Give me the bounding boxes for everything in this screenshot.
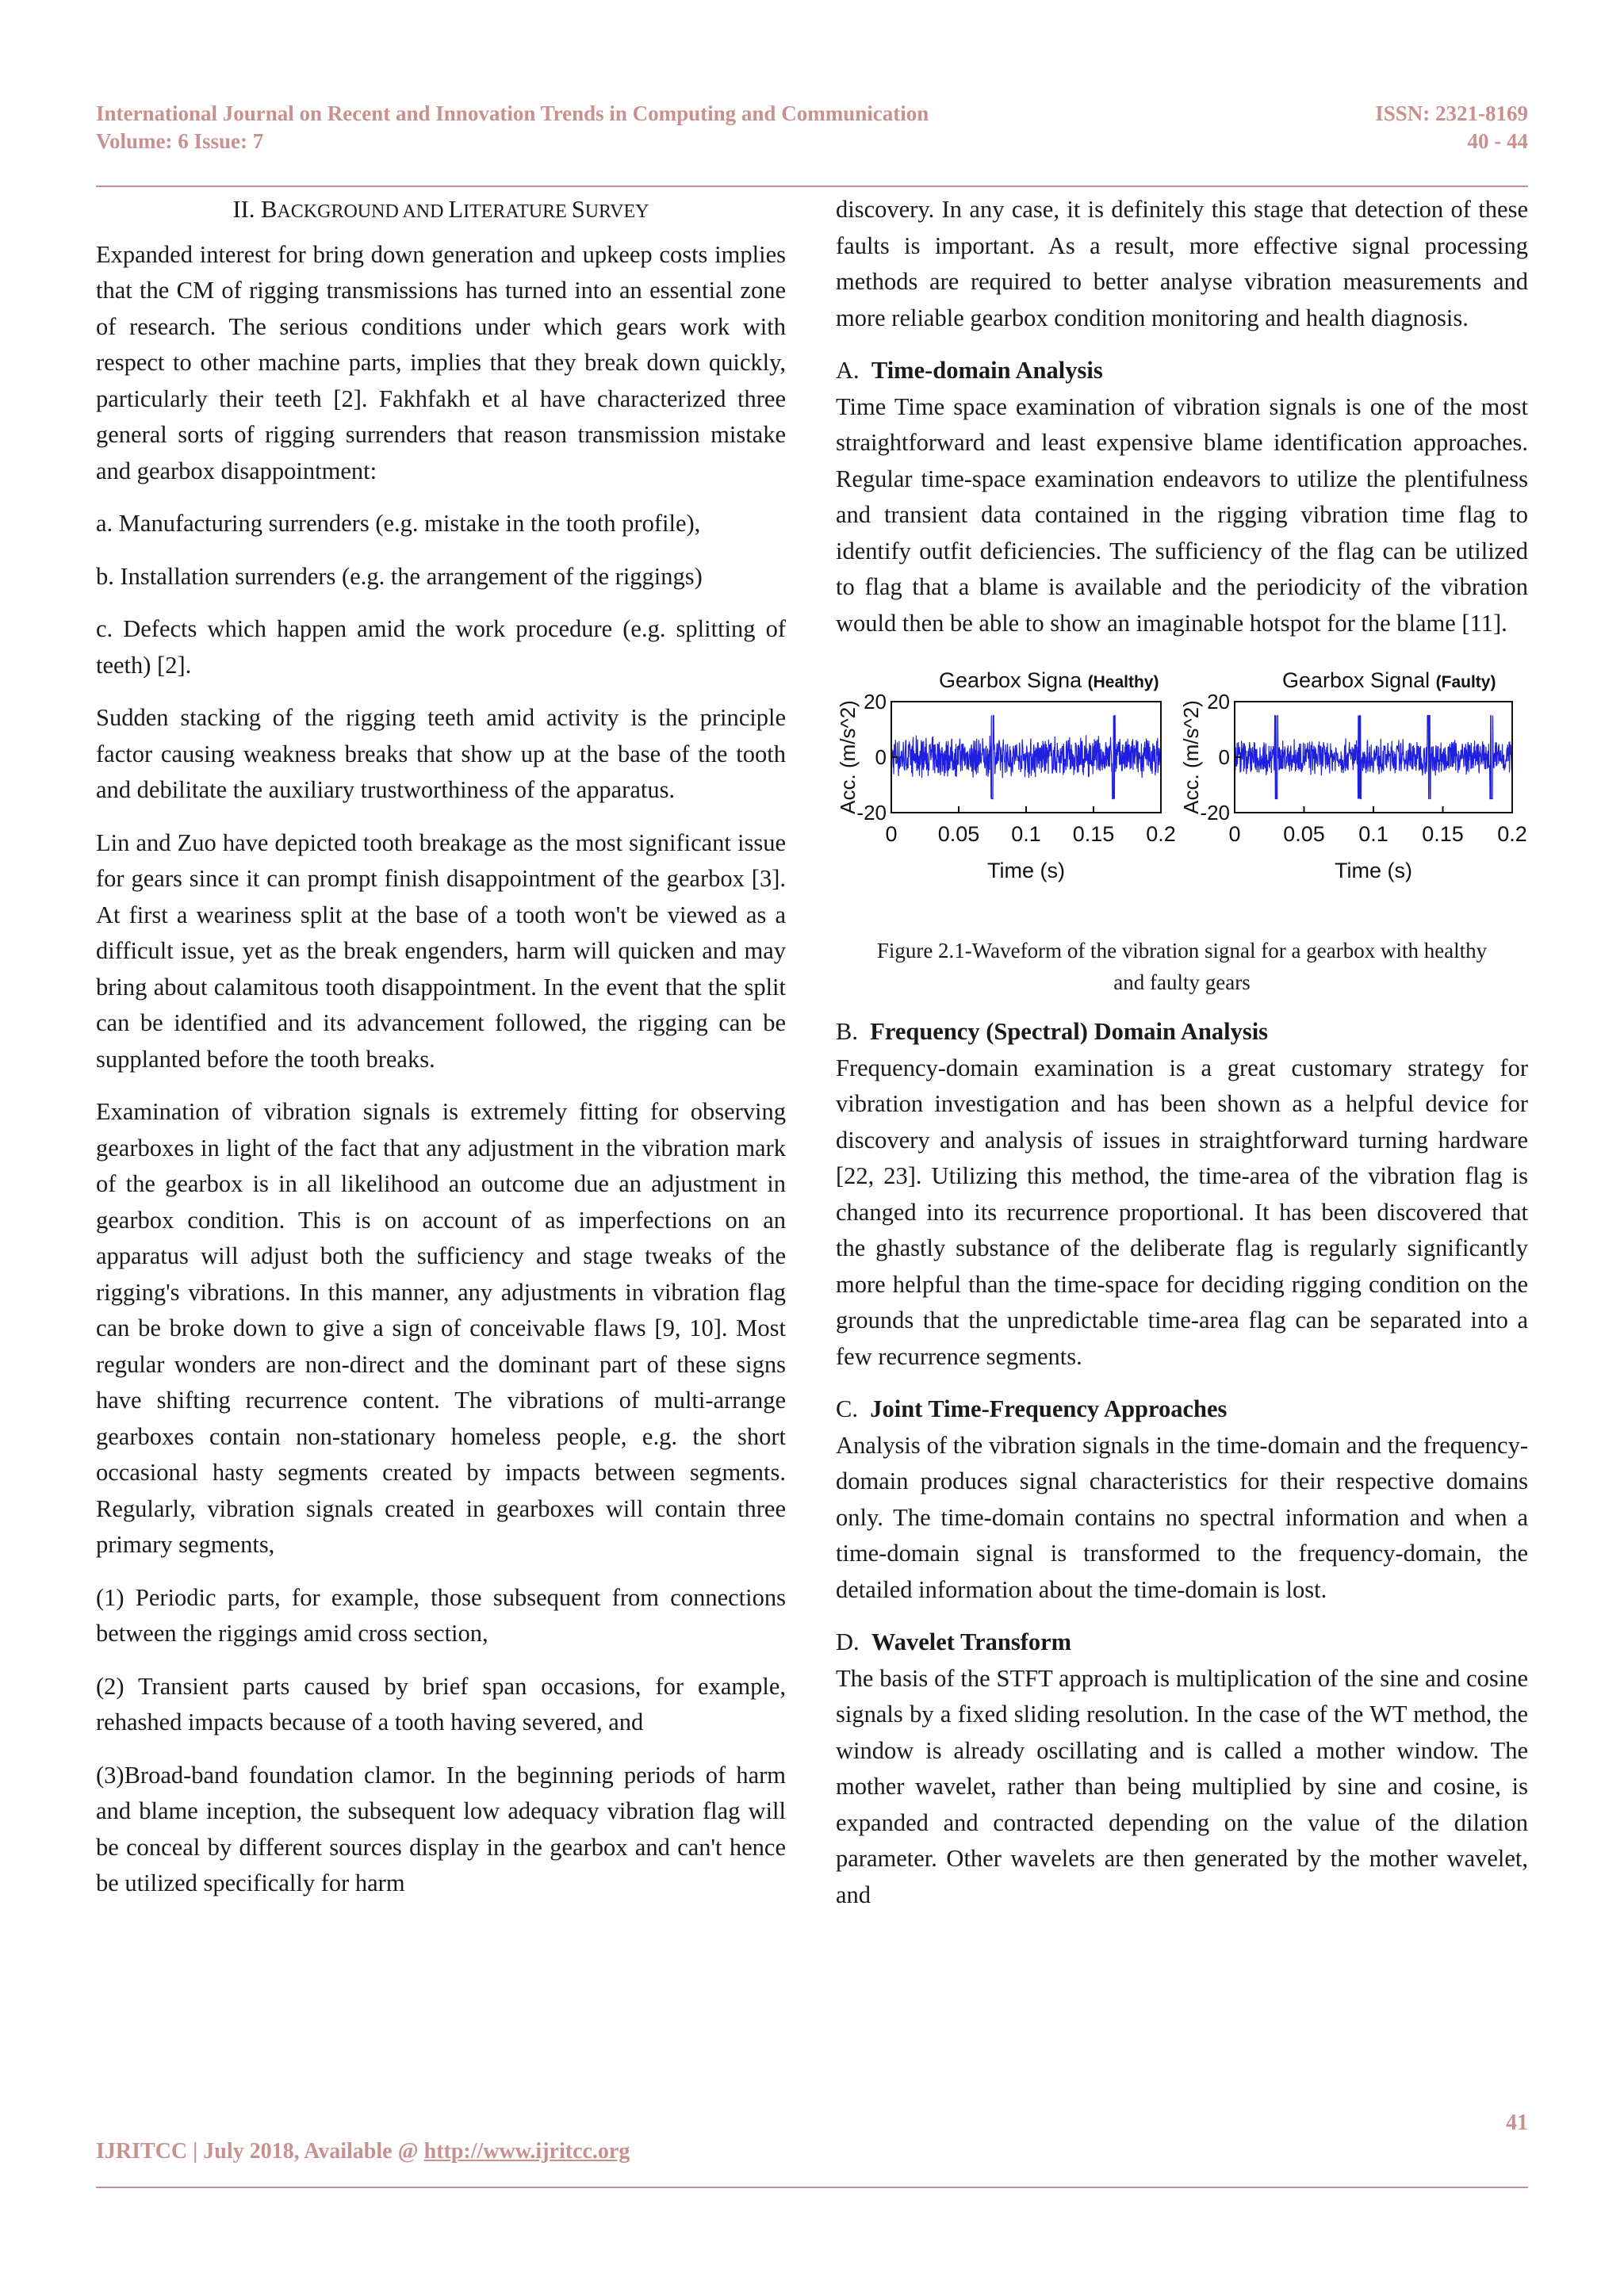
y-tick-label: -20	[856, 801, 887, 825]
x-tick-label: 0.2	[1497, 822, 1527, 846]
x-tick-label: 0.15	[1422, 822, 1464, 846]
x-axis-label: Time (s)	[987, 859, 1065, 882]
header-rule	[96, 186, 1528, 187]
section-heading: II. BACKGROUND AND LITERATURE SURVEY	[232, 196, 649, 223]
y-axis-label: Acc. (m/s^2)	[1179, 700, 1203, 814]
paragraph: b. Installation surrenders (e.g. the arrangement of the riggings)	[96, 562, 703, 590]
paragraph: (2) Transient parts caused by brief span occasions, for example, rehashed impacts because of a tooth having severed, and	[96, 1672, 786, 1735]
footer-rule	[96, 2187, 1528, 2188]
x-tick-label: 0.05	[937, 822, 980, 846]
left-column	[96, 192, 786, 1902]
paragraph: Sudden stacking of the rigging teeth amid activity is the principle factor causing weakness breaks that show up at the base of the tooth and debilitate the auxiliary trustworthiness of the apparatus.	[96, 704, 786, 803]
y-tick-label: 20	[864, 690, 887, 714]
y-tick-label: 0	[1218, 745, 1230, 769]
x-axis-label: Time (s)	[1335, 859, 1412, 882]
x-tick-label: 0.05	[1283, 822, 1325, 846]
volume-issue: Volume: 6 Issue: 7	[96, 129, 264, 153]
paragraph: Lin and Zuo have depicted tooth breakage as the most significant issue for gears since it can prompt finish disappointment of the gearbox [3]. At first a weariness split at the base of a tooth won't be viewed as a difficult issue, yet as the break engenders, harm will quicken and may bring about calamitous tooth disappointment. In the event that the split can be identified and its advancement followed, the rigging can be supplanted before the tooth breaks.	[96, 828, 786, 1073]
paragraph: c. Defects which happen amid the work procedure (e.g. splitting of teeth) [2].	[96, 615, 786, 679]
x-tick-label: 0.1	[1358, 822, 1388, 846]
paragraph: Frequency-domain examination is a great customary strategy for vibration investigation and has been shown as a helpful device for discovery and analysis of issues in straightforward turning hardware [22, 23]. Utilizing this method, the time-area of the vibration flag is changed into its recurrence proportional. It has been discovered that the ghastly substance of the deliberate flag is regularly significantly more helpful than the time-space for deciding rigging condition on the grounds that the unpredictable time-area flag can be separated into a few recurrence segments.	[836, 1054, 1528, 1370]
y-axis-label: Acc. (m/s^2)	[836, 700, 860, 814]
y-tick-label: 20	[1207, 690, 1230, 714]
issn: ISSN: 2321-8169	[1375, 101, 1528, 125]
chart-title-tag: (Healthy)	[1087, 673, 1159, 691]
right-column	[836, 192, 1528, 1913]
footer-text: IJRITCC | July 2018, Available @ http://www.ijritcc.org	[96, 2139, 630, 2164]
y-tick-label: -20	[1200, 801, 1230, 825]
chart-healthy	[836, 656, 1177, 925]
x-tick-label: 0.1	[1011, 822, 1041, 846]
chart-faulty	[1179, 656, 1528, 925]
x-tick-label: 0.2	[1146, 822, 1176, 846]
journal-link[interactable]: http://www.ijritcc.org	[423, 2139, 630, 2164]
chart-title-tag: (Faulty)	[1435, 673, 1496, 691]
paragraph: (1) Periodic parts, for example, those subsequent from connections between the riggings amid cross section,	[96, 1583, 786, 1647]
subsection-b-heading: B. Frequency (Spectral) Domain Analysis	[836, 1018, 1269, 1045]
signal-line	[1235, 716, 1512, 799]
chart-title: Gearbox Signa (Healthy)	[939, 668, 1159, 692]
paragraph: discovery. In any case, it is definitely this stage that detection of these faults is important. As a result, more effective signal processing methods are required to better analyse vibration measurements and more reliable gearbox condition monitoring and health diagnosis.	[836, 196, 1528, 331]
paragraph: a. Manufacturing surrenders (e.g. mistake in the tooth profile),	[96, 510, 701, 537]
paragraph: Examination of vibration signals is extremely fitting for observing gearboxes in light of the fact that any adjustment in the vibration mark of the gearbox is in all likelihood an outcome due an adjustment in gearbox condition. This is on account of as imperfections on an apparatus will adjust both the sufficiency and stage tweaks of the rigging's vibrations. In this manner, any adjustments in vibration flag can be broke down to give a sign of conceivable flaws [9, 10]. Most regular wonders are non-direct and the dominant part of these signs have shifting recurrence content. The vibrations of multi-arrange gearboxes contain non-stationary homeless people, e.g. the short occasional hasty segments created by impacts between segments. Regularly, vibration signals created in gearboxes will contain three primary segments,	[96, 1098, 786, 1558]
figure-caption: Figure 2.1-Waveform of the vibration signal for a gearbox with healthy and faulty gears	[876, 939, 1488, 994]
paragraph: The basis of the STFT approach is multiplication of the sine and cosine signals by a fixed sliding resolution. In the case of the WT method, the window is already oscillating and is called a mother window. The mother wavelet, rather than being multiplied by sine and cosine, is expanded and contracted depending on the value of the dilation parameter. Other wavelets are then generated by the mother wavelet, and	[836, 1664, 1528, 1908]
x-tick-label: 0.15	[1072, 822, 1115, 846]
page-range: 40 - 44	[1467, 129, 1528, 153]
paragraph: Analysis of the vibration signals in the time-domain and the frequency-domain produces signal characteristics for their respective domains only. The time-domain contains no spectral information and when a time-domain signal is transformed to the frequency-domain, the detailed information about the time-domain is lost.	[836, 1431, 1528, 1603]
subsection-a-heading: A. Time-domain Analysis	[836, 357, 1103, 384]
x-tick-label: 0	[1228, 822, 1241, 846]
chart-title: Gearbox Signal (Faulty)	[1282, 668, 1496, 692]
paragraph: (3)Broad-band foundation clamor. In the beginning periods of harm and blame inception, the subsequent low adequacy vibration flag will be conceal by different sources display in the gearbox and can't hence be utilized specifically for harm	[96, 1761, 786, 1896]
paragraph: Expanded interest for bring down generation and upkeep costs implies that the CM of rigging transmissions has turned into an essential zone of research. The serious conditions under which gears work with respect to other machine parts, implies that they break down quickly, particularly their teeth [2]. Fakhfakh et al have characterized three general sorts of rigging surrenders that reason transmission mistake and gearbox disappointment:	[96, 240, 786, 484]
page-header	[96, 100, 1528, 155]
subsection-c-heading: C. Joint Time-Frequency Approaches	[836, 1395, 1228, 1422]
page-number: 41	[1506, 2110, 1528, 2135]
journal-title: International Journal on Recent and Innovation Trends in Computing and Communication	[96, 101, 929, 125]
figure-2-1	[836, 656, 1528, 925]
x-tick-label: 0	[885, 822, 898, 846]
y-tick-label: 0	[875, 745, 887, 769]
paragraph: Time Time space examination of vibration signals is one of the most straightforward and least expensive blame identification approaches. Regular time-space examination endeavors to utilize the plentifulness and transient data contained in the rigging vibration time flag to identify outfit deficiencies. The sufficiency of the flag can be utilized to flag that a blame is available and the periodicity of the vibration would then be able to show an imaginable hotspot for the blame [11].	[836, 392, 1528, 637]
signal-line	[891, 716, 1161, 799]
subsection-d-heading: D. Wavelet Transform	[836, 1628, 1072, 1655]
